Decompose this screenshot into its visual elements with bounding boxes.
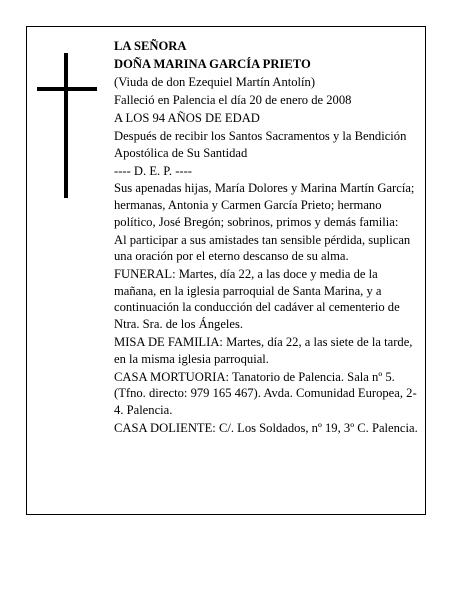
funeral-paragraph: FUNERAL: Martes, día 22, a las doce y media de la mañana, en la iglesia parroquial de Santa Marina, y a continuación la conducción del cadáver al cementerio de Ntra. Sra. de los Ángeles. [114, 267, 400, 332]
deceased-name: DOÑA MARINA GARCÍA PRIETO [114, 56, 311, 71]
cross-horizontal-bar [37, 87, 97, 91]
mortuary-paragraph: CASA MORTUORIA: Tanatorio de Palencia. Sala nº 5. (Tfno. directo: 979 165 467). Avda. Comunidad Europea, 2-4. Palencia. [114, 369, 417, 417]
cross-vertical-bar [64, 53, 68, 198]
widow-line: (Viuda de don Ezequiel Martín Antolín) [114, 74, 316, 89]
mourning-house-paragraph: CASA DOLIENTE: C/. Los Soldados, nº 19, 3º C. Palencia. [114, 420, 418, 435]
cross-icon [37, 53, 97, 198]
request-paragraph: Al participar a sus amistades tan sensible pérdida, suplican una oración por el eterno descanso de su alma. [114, 232, 411, 264]
family-mass-paragraph: MISA DE FAMILIA: Martes, día 22, a las siete de la tarde, en la misma iglesia parroquial. [114, 335, 413, 366]
sacraments-line: Después de recibir los Santos Sacramentos y la Bendición Apostólica de Su Santidad [114, 128, 407, 160]
death-line: Falleció en Palencia el día 20 de enero de 2008 [114, 92, 352, 107]
title-line-1: LA SEÑORA [114, 39, 187, 53]
obituary-text [114, 38, 419, 438]
family-paragraph: Sus apenadas hijas, María Dolores y Marina Martín García; hermanas, Antonia y Carmen García Prieto; hermano político, José Bregón; sobrinos, primos y demás familia: [114, 181, 415, 229]
rip-line: ---- D. E. P. ---- [114, 163, 192, 178]
age-line: A LOS 94 AÑOS DE EDAD [114, 110, 260, 125]
